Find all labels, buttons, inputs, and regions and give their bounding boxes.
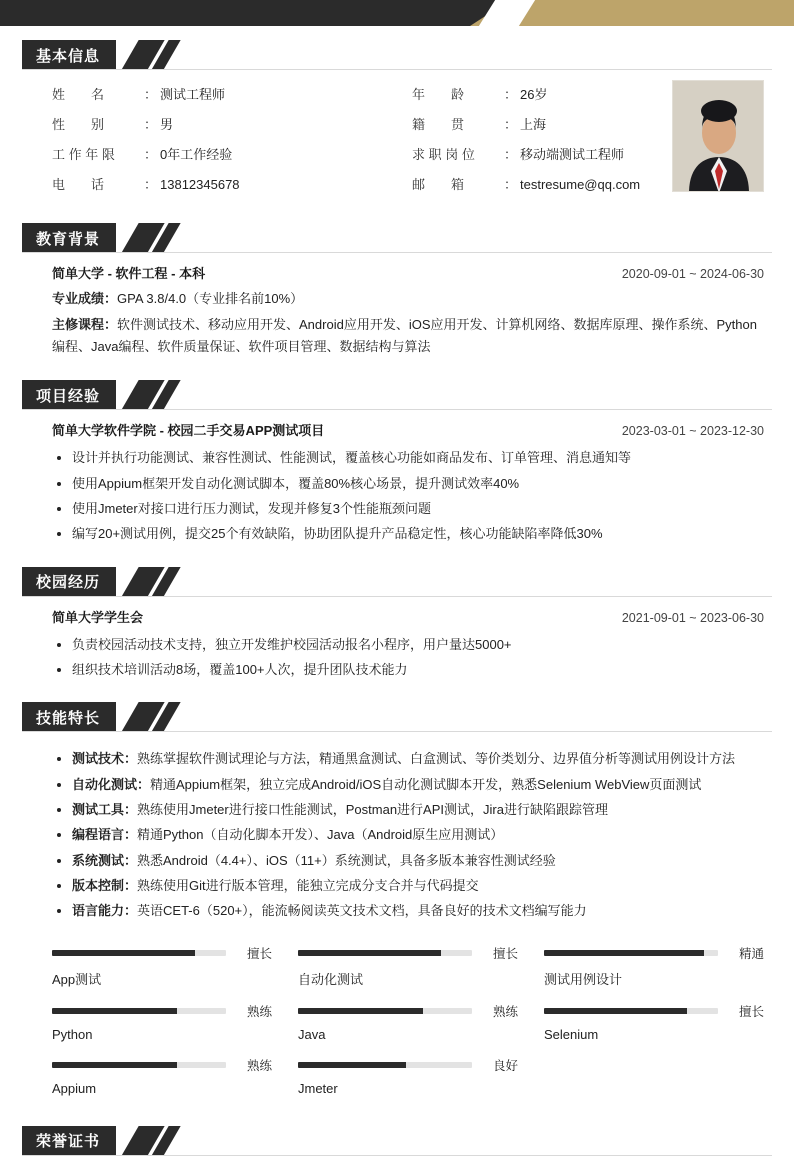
skill-bar-fill bbox=[298, 1008, 423, 1014]
field-experience-sep: ： bbox=[144, 147, 158, 162]
section-title-basic: 基本信息 bbox=[36, 47, 101, 65]
skill-bar-track bbox=[52, 950, 226, 956]
skill-bar-name: App测试 bbox=[52, 971, 102, 987]
section-header-honor bbox=[0, 1126, 794, 1156]
skill-label: 测试工具： bbox=[72, 802, 138, 818]
skill-text: 熟练掌握软件测试理论与方法，精通黑盒测试、白盒测试、等价类划分、边界值分析等测试用例设计方法 bbox=[137, 751, 736, 767]
field-email-label: 邮 箱 bbox=[412, 177, 465, 192]
skill-bar-item bbox=[544, 944, 764, 988]
skill-bar-item bbox=[298, 1002, 518, 1042]
section-header-campus bbox=[0, 567, 794, 597]
skill-bar-item bbox=[52, 944, 272, 988]
skill-bar-track bbox=[52, 1062, 226, 1068]
section-header-education bbox=[0, 223, 794, 253]
section-header-skills bbox=[0, 702, 794, 732]
list-item: • 编写20+测试用例，提交25个有效缺陷，协助团队提升产品稳定性，核心功能缺陷率降低30% bbox=[72, 521, 764, 546]
skill-bar-item bbox=[298, 944, 518, 988]
field-name-label: 姓 名 bbox=[52, 87, 105, 102]
field-gender-label: 性 别 bbox=[52, 117, 105, 132]
section-title-education: 教育背景 bbox=[36, 230, 101, 248]
section-title-campus: 校园经历 bbox=[36, 574, 101, 592]
education-gpa-line bbox=[52, 288, 764, 309]
list-item bbox=[72, 898, 764, 923]
skill-bar-name: Jmeter bbox=[298, 1080, 338, 1096]
skill-bar-track bbox=[544, 1008, 718, 1014]
skill-label: 测试技术： bbox=[72, 751, 138, 767]
skill-bar-level: 擅长 bbox=[738, 1004, 764, 1019]
skill-bar-level: 擅长 bbox=[246, 946, 272, 961]
basic-info-grid bbox=[52, 84, 764, 193]
section-honor bbox=[0, 1126, 794, 1156]
education-courses-label: 主修课程： bbox=[52, 317, 118, 333]
avatar bbox=[672, 80, 764, 192]
skill-label: 编程语言： bbox=[72, 827, 138, 843]
field-position-sep: ： bbox=[504, 147, 518, 162]
campus-title: 简单大学学生会 bbox=[52, 609, 144, 625]
skill-bar-level: 擅长 bbox=[492, 946, 518, 961]
skill-bar-level: 精通 bbox=[738, 946, 764, 961]
skill-bar-item bbox=[298, 1056, 518, 1096]
skill-bar-track bbox=[52, 1008, 226, 1014]
skill-bar-name: Python bbox=[52, 1026, 93, 1042]
list-item: • 负责校园活动技术支持，独立开发维护校园活动报名小程序，用户量达5000+ bbox=[72, 632, 764, 657]
skill-label: 版本控制： bbox=[72, 878, 138, 894]
field-position-label: 求 职 岗 位 bbox=[412, 147, 475, 162]
education-gpa-value: GPA 3.8/4.0（专业排名前10%） bbox=[117, 291, 304, 306]
skill-bar-row bbox=[298, 944, 518, 962]
section-header-project bbox=[0, 380, 794, 410]
skill-bar-fill bbox=[298, 1062, 406, 1068]
campus-bullet-list bbox=[52, 632, 764, 683]
skill-text: 熟练使用Git进行版本管理，能独立完成分支合并与代码提交 bbox=[137, 878, 479, 894]
section-campus bbox=[0, 567, 794, 689]
section-title-project: 项目经验 bbox=[36, 387, 101, 405]
skill-bar-name: Selenium bbox=[544, 1026, 599, 1042]
resume-content bbox=[0, 26, 794, 1156]
skills-body bbox=[0, 732, 794, 929]
education-date: 2020-09-01 ~ 2024-06-30 bbox=[621, 267, 764, 281]
education-gpa-label: 专业成绩： bbox=[52, 291, 118, 306]
field-gender bbox=[52, 114, 412, 133]
list-item: • 使用Appium框架开发自动化测试脚本，覆盖80%核心场景，提升测试效率40% bbox=[72, 471, 764, 496]
education-body bbox=[0, 253, 794, 366]
field-gender-value: 男 bbox=[160, 117, 174, 132]
section-education bbox=[0, 223, 794, 366]
skill-bar-fill bbox=[52, 1062, 177, 1068]
field-age-value: 26岁 bbox=[520, 87, 548, 102]
skill-bar-name: 自动化测试 bbox=[298, 971, 364, 987]
project-bullet-list bbox=[52, 445, 764, 546]
skill-bar-level: 熟练 bbox=[246, 1004, 272, 1019]
section-header-basic bbox=[0, 40, 794, 70]
section-divider bbox=[22, 596, 772, 597]
skill-text: 精通Appium框架，独立完成Android/iOS自动化测试脚本开发，熟悉Selenium WebView页面测试 bbox=[150, 776, 702, 792]
list-item bbox=[72, 873, 764, 898]
skill-bar-level: 熟练 bbox=[246, 1058, 272, 1073]
skill-bar-fill bbox=[52, 1008, 177, 1014]
skill-bar-name: Java bbox=[298, 1026, 326, 1042]
skill-bar-level: 良好 bbox=[492, 1058, 518, 1073]
campus-entry-head bbox=[52, 607, 764, 626]
skill-bar-fill bbox=[52, 950, 195, 956]
field-experience-value: 0年工作经验 bbox=[160, 147, 233, 162]
skill-bar-item bbox=[544, 1002, 764, 1042]
section-divider bbox=[22, 409, 772, 410]
skill-bar-row bbox=[544, 1002, 764, 1020]
field-phone-sep: ： bbox=[144, 177, 158, 192]
list-item bbox=[72, 848, 764, 873]
skill-bar-track bbox=[298, 1062, 472, 1068]
skill-text: 熟悉Android（4.4+）、iOS（11+）系统测试，具备多版本兼容性测试经验 bbox=[137, 852, 556, 868]
education-title: 简单大学 - 软件工程 - 本科 bbox=[52, 266, 206, 281]
section-divider bbox=[22, 731, 772, 732]
field-phone-label: 电 话 bbox=[52, 177, 105, 192]
skill-text: 熟练使用Jmeter进行接口性能测试，Postman进行API测试，Jira进行缺陷跟踪管理 bbox=[137, 802, 608, 818]
field-name bbox=[52, 84, 412, 103]
field-phone-value: 13812345678 bbox=[160, 177, 240, 192]
skill-bar-row bbox=[544, 944, 764, 962]
section-title-honor: 荣誉证书 bbox=[36, 1133, 101, 1151]
campus-date: 2021-09-01 ~ 2023-06-30 bbox=[621, 610, 764, 625]
list-item: • 组织技术培训活动8场，覆盖100+人次，提升团队技术能力 bbox=[72, 657, 764, 682]
skill-text: 精通Python（自动化脚本开发）、Java（Android原生应用测试） bbox=[137, 827, 504, 843]
project-title: 简单大学软件学院 - 校园二手交易APP测试项目 bbox=[52, 423, 325, 439]
skill-bar-fill bbox=[544, 950, 704, 956]
list-item bbox=[72, 772, 764, 797]
section-skills bbox=[0, 702, 794, 1109]
skill-bar-fill bbox=[298, 950, 441, 956]
field-hometown-sep: ： bbox=[504, 117, 518, 132]
field-age-sep: ： bbox=[504, 87, 518, 102]
field-hometown-label: 籍 贯 bbox=[412, 117, 465, 132]
skill-bar-fill bbox=[544, 1008, 687, 1014]
avatar-photo-icon bbox=[673, 81, 764, 192]
list-item bbox=[72, 746, 764, 771]
section-basic-info bbox=[0, 40, 794, 209]
list-item bbox=[72, 797, 764, 822]
section-project bbox=[0, 380, 794, 552]
skill-text: 英语CET-6（520+），能流畅阅读英文技术文档，具备良好的技术文档编写能力 bbox=[137, 903, 587, 919]
skill-bar-item-empty bbox=[544, 1056, 764, 1096]
field-name-sep: ： bbox=[144, 87, 158, 102]
project-entry-head bbox=[52, 420, 764, 439]
section-title-skills: 技能特长 bbox=[36, 709, 101, 727]
education-courses-value: 软件测试技术、移动应用开发、Android应用开发、iOS应用开发、计算机网络、数据库原理、操作系统、Python编程、Java编程、软件质量保证、软件项目管理、数据结构与算法 bbox=[52, 317, 757, 354]
skill-label: 语言能力： bbox=[72, 903, 138, 919]
list-item bbox=[72, 822, 764, 847]
field-experience-label: 工 作 年 限 bbox=[52, 147, 115, 162]
skill-bar-track bbox=[298, 1008, 472, 1014]
skill-bar-track bbox=[298, 950, 472, 956]
field-name-value: 测试工程师 bbox=[160, 87, 226, 102]
section-divider bbox=[22, 252, 772, 253]
education-entry-head bbox=[52, 263, 764, 282]
skill-bars-grid bbox=[0, 930, 794, 1110]
skill-bar-item bbox=[52, 1056, 272, 1096]
skill-bar-row bbox=[298, 1002, 518, 1020]
basic-info-body bbox=[0, 70, 794, 209]
field-email-value: testresume@qq.com bbox=[520, 177, 641, 192]
education-courses-line bbox=[52, 314, 764, 357]
skill-bar-level: 熟练 bbox=[492, 1004, 518, 1019]
skill-bar-row bbox=[52, 1002, 272, 1020]
skill-bar-row bbox=[298, 1056, 518, 1074]
field-phone bbox=[52, 174, 412, 193]
skill-bar-row bbox=[52, 944, 272, 962]
field-email-sep: ： bbox=[504, 177, 518, 192]
project-body bbox=[0, 410, 794, 552]
skills-list bbox=[52, 746, 764, 923]
project-date: 2023-03-01 ~ 2023-12-30 bbox=[621, 424, 764, 439]
skill-label: 自动化测试： bbox=[72, 776, 151, 792]
field-age-label: 年 龄 bbox=[412, 87, 465, 102]
campus-body bbox=[0, 597, 794, 689]
field-position-value: 移动端测试工程师 bbox=[520, 147, 625, 162]
list-item: • 设计并执行功能测试、兼容性测试、性能测试，覆盖核心功能如商品发布、订单管理、消息通知等 bbox=[72, 445, 764, 470]
field-gender-sep: ： bbox=[144, 117, 158, 132]
skill-label: 系统测试： bbox=[72, 852, 138, 868]
skill-bar-name: Appium bbox=[52, 1080, 97, 1096]
skill-bar-track bbox=[544, 950, 718, 956]
field-experience bbox=[52, 144, 412, 163]
list-item: • 使用Jmeter对接口进行压力测试，发现并修复3个性能瓶颈问题 bbox=[72, 496, 764, 521]
field-hometown-value: 上海 bbox=[520, 117, 547, 132]
skill-bar-row bbox=[52, 1056, 272, 1074]
skill-bar-name: 测试用例设计 bbox=[544, 971, 623, 987]
skill-bar-item bbox=[52, 1002, 272, 1042]
